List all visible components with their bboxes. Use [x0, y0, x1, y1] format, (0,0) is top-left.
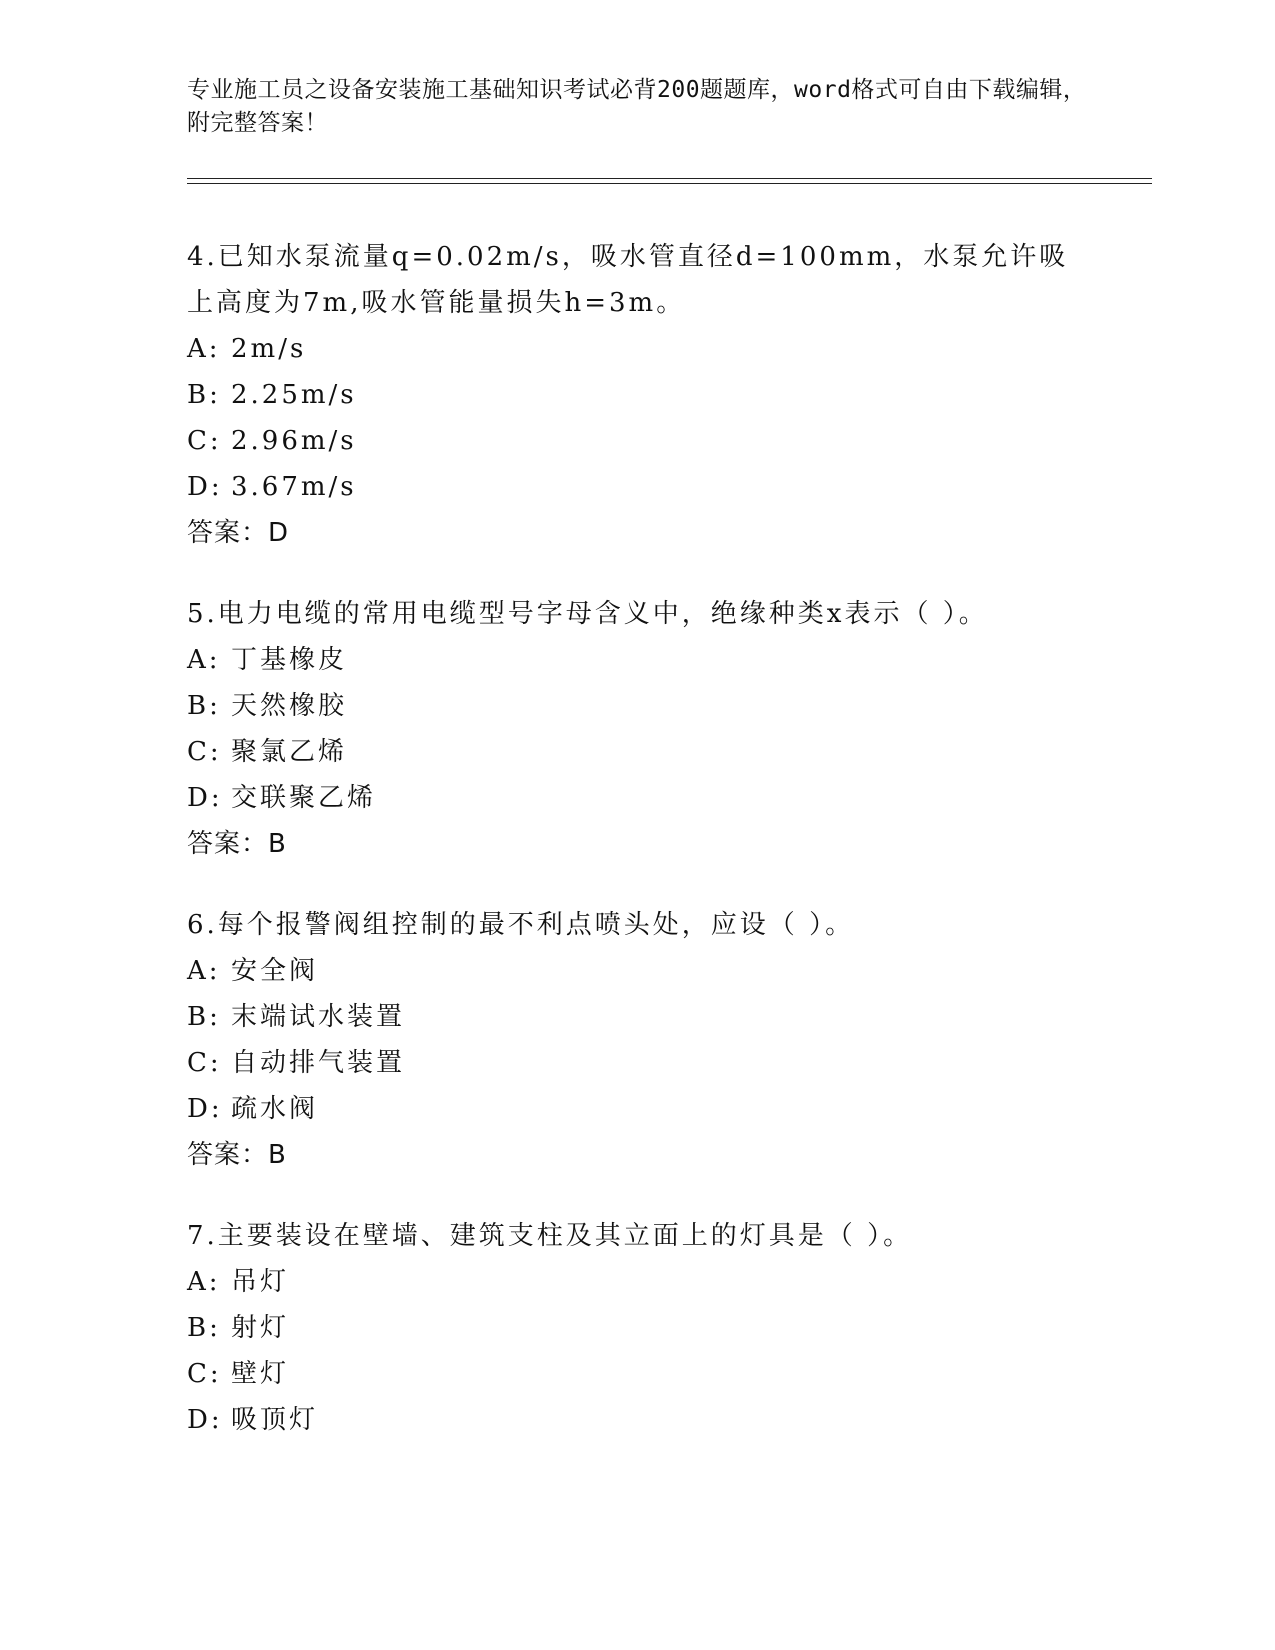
- answer-line: 答案：B: [187, 829, 287, 859]
- option-letter: A:: [187, 334, 221, 364]
- option-letter: D:: [187, 472, 223, 502]
- option-letter: D:: [187, 1405, 223, 1435]
- option-d: [187, 1086, 1187, 1132]
- option-letter: B:: [187, 691, 221, 721]
- option-b: [187, 994, 1187, 1040]
- option-text: 2.96m/s: [231, 426, 357, 456]
- option-text: 天然橡胶: [231, 691, 348, 721]
- option-d: [187, 775, 1187, 821]
- answer-line: 答案：B: [187, 1140, 287, 1170]
- option-letter: D:: [187, 1094, 223, 1124]
- option-letter: B:: [187, 1002, 221, 1032]
- question-text: 7.主要装设在壁墙、建筑支柱及其立面上的灯具是（ ）。: [187, 1221, 913, 1251]
- option-letter: C:: [187, 1359, 222, 1389]
- option-text: 2.25m/s: [231, 380, 357, 410]
- option-text: 吊灯: [231, 1267, 290, 1297]
- option-a: [187, 326, 1187, 372]
- option-text: 交联聚乙烯: [231, 783, 377, 813]
- option-letter: A:: [187, 956, 221, 986]
- question-text: 4.已知水泵流量q=0.02m/s，吸水管直径d=100mm，水泵允许吸上高度为7m,吸水管能量损失h=3m。: [187, 242, 1069, 318]
- option-d: [187, 1397, 1187, 1443]
- question-text: 5.电力电缆的常用电缆型号字母含义中，绝缘种类x表示（ ）。: [187, 599, 988, 629]
- document-header: 专业施工员之设备安装施工基础知识考试必背200题题库，word格式可自由下载编辑，附完整答案！: [187, 77, 1087, 136]
- question-list: [187, 234, 1187, 1478]
- option-letter: C:: [187, 737, 222, 767]
- question-4: [187, 234, 1187, 556]
- option-letter: A:: [187, 645, 221, 675]
- option-a: [187, 948, 1187, 994]
- option-a: [187, 1259, 1187, 1305]
- option-letter: C:: [187, 426, 222, 456]
- option-text: 安全阀: [231, 956, 319, 986]
- option-text: 吸顶灯: [231, 1405, 319, 1435]
- option-b: [187, 372, 1187, 418]
- option-text: 末端试水装置: [231, 1002, 406, 1032]
- option-text: 疏水阀: [231, 1094, 319, 1124]
- option-b: [187, 683, 1187, 729]
- option-text: 自动排气装置: [231, 1048, 406, 1078]
- option-text: 射灯: [231, 1313, 290, 1343]
- option-letter: B:: [187, 1313, 221, 1343]
- option-letter: D:: [187, 783, 223, 813]
- option-c: [187, 1351, 1187, 1397]
- option-a: [187, 637, 1187, 683]
- option-d: [187, 464, 1187, 510]
- question-7: [187, 1213, 1187, 1443]
- option-text: 聚氯乙烯: [231, 737, 348, 767]
- option-text: 丁基橡皮: [231, 645, 348, 675]
- option-letter: B:: [187, 380, 221, 410]
- option-c: [187, 1040, 1187, 1086]
- option-b: [187, 1305, 1187, 1351]
- option-letter: C:: [187, 1048, 222, 1078]
- option-c: [187, 418, 1187, 464]
- question-5: [187, 591, 1187, 867]
- question-6: [187, 902, 1187, 1178]
- option-text: 壁灯: [231, 1359, 290, 1389]
- header-divider-bottom: [187, 183, 1152, 184]
- option-c: [187, 729, 1187, 775]
- option-text: 2m/s: [231, 334, 307, 364]
- option-letter: A:: [187, 1267, 221, 1297]
- option-text: 3.67m/s: [231, 472, 357, 502]
- answer-line: 答案：D: [187, 518, 290, 548]
- question-text: 6.每个报警阀组控制的最不利点喷头处，应设（ ）。: [187, 910, 855, 940]
- header-divider-top: [187, 178, 1152, 179]
